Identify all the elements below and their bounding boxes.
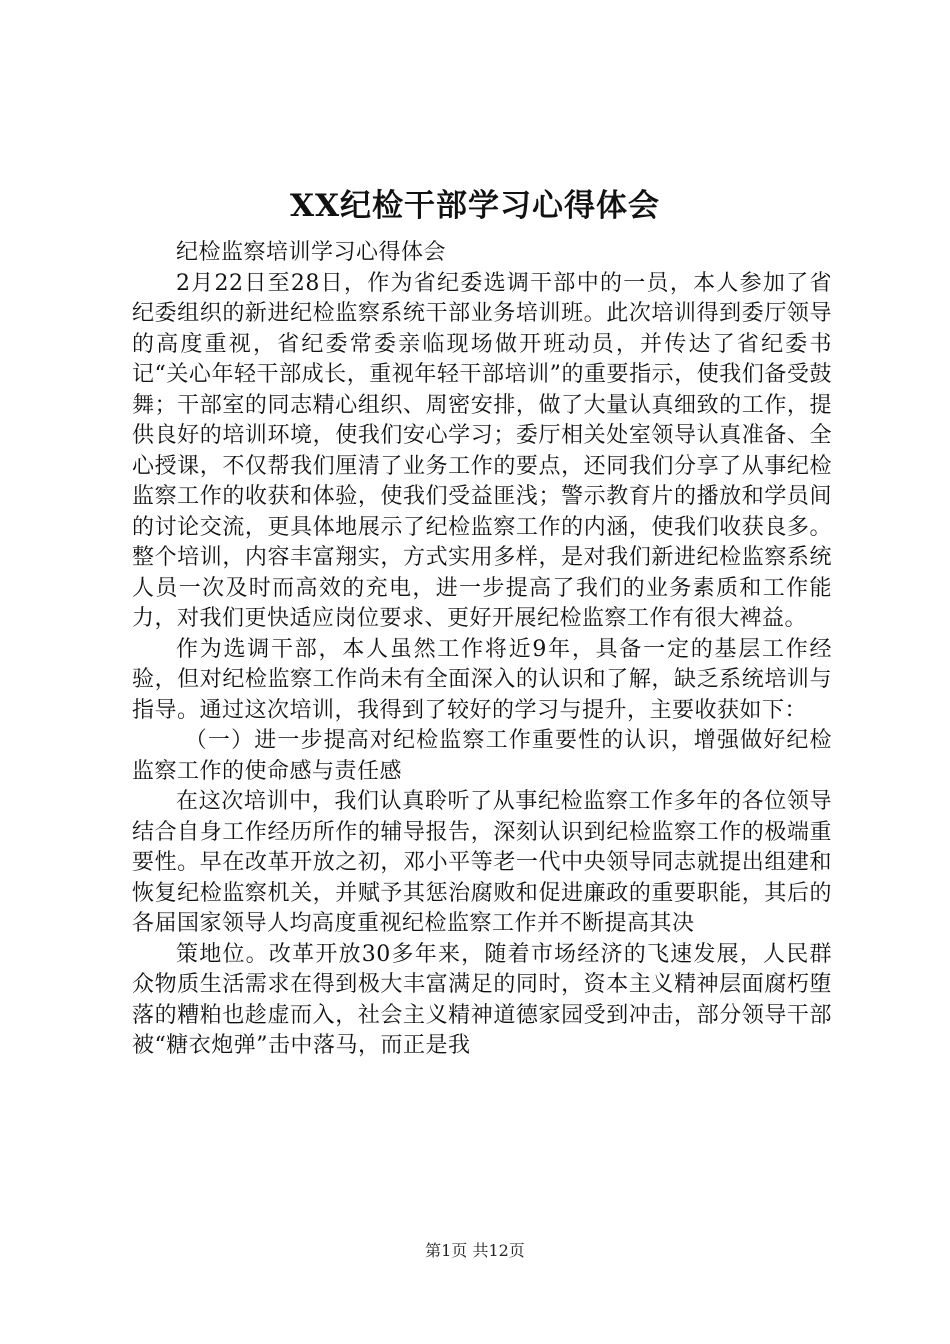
subtitle-paragraph: 纪检监察培训学习心得体会 [176,240,447,265]
body-paragraph-4: 策地位。改革开放30多年来，随着市场经济的飞速发展，人民群众物质生活需求在得到极大丰富满足的同时，资本主义精神层面腐朽堕落的糟粕也趁虚而入，社会主义精神道德家园受到冲击，部分领导干部被“糖衣炮弹”击中落马，而正是我 [132,941,832,1058]
page-number-footer: 第1页 共12页 [425,1241,525,1260]
body-paragraph-2: 作为选调干部，本人虽然工作将近9年，具备一定的基层工作经验，但对纪检监察工作尚未有全面深入的认识和了解，缺乏系统培训与指导。通过这次培训，我得到了较好的学习与提升，主要收获如下： [132,636,832,723]
body-paragraph-3: 在这次培训中，我们认真聆听了从事纪检监察工作多年的各位领导结合自身工作经历所作的辅导报告，深刻认识到纪检监察工作的极端重要性。早在改革开放之初，邓小平等老一代中央领导同志就提出组建和恢复纪检监察机关，并赋予其惩治腐败和促进廉政的重要职能，其后的各届国家领导人均高度重视纪检监察工作并不断提高其决 [132,789,832,936]
body-paragraph-1: 2月22日至28日，作为省纪委选调干部中的一员，本人参加了省纪委组织的新进纪检监察系统干部业务培训班。此次培训得到委厅领导的高度重视，省纪委常委亲临现场做开班动员，并传达了省纪委书记“关心年轻干部成长，重视年轻干部培训”的重要指示，使我们备受鼓舞；干部室的同志精心组织、周密安排，做了大量认真细致的工作，提供良好的培训环境，使我们安心学习；委厅相关处室领导认真准备、全心授课，不仅帮我们厘清了业务工作的要点，还同我们分享了从事纪检监察工作的收获和体验，使我们受益匪浅；警示教育片的播放和学员间的讨论交流，更具体地展示了纪检监察工作的内涵，使我们收获良多。整个培训，内容丰富翔实，方式实用多样，是对我们新进纪检监察系统人员一次及时而高效的充电，进一步提高了我们的业务素质和工作能力，对我们更快适应岗位要求、更好开展纪检监察工作有很大裨益。 [132,270,832,631]
document-body [132,238,832,1062]
section-heading-1: （一）进一步提高对纪检监察工作重要性的认识，增强做好纪检监察工作的使命感与责任感 [132,728,832,784]
document-title: XX纪检干部学习心得体会 [289,188,661,224]
